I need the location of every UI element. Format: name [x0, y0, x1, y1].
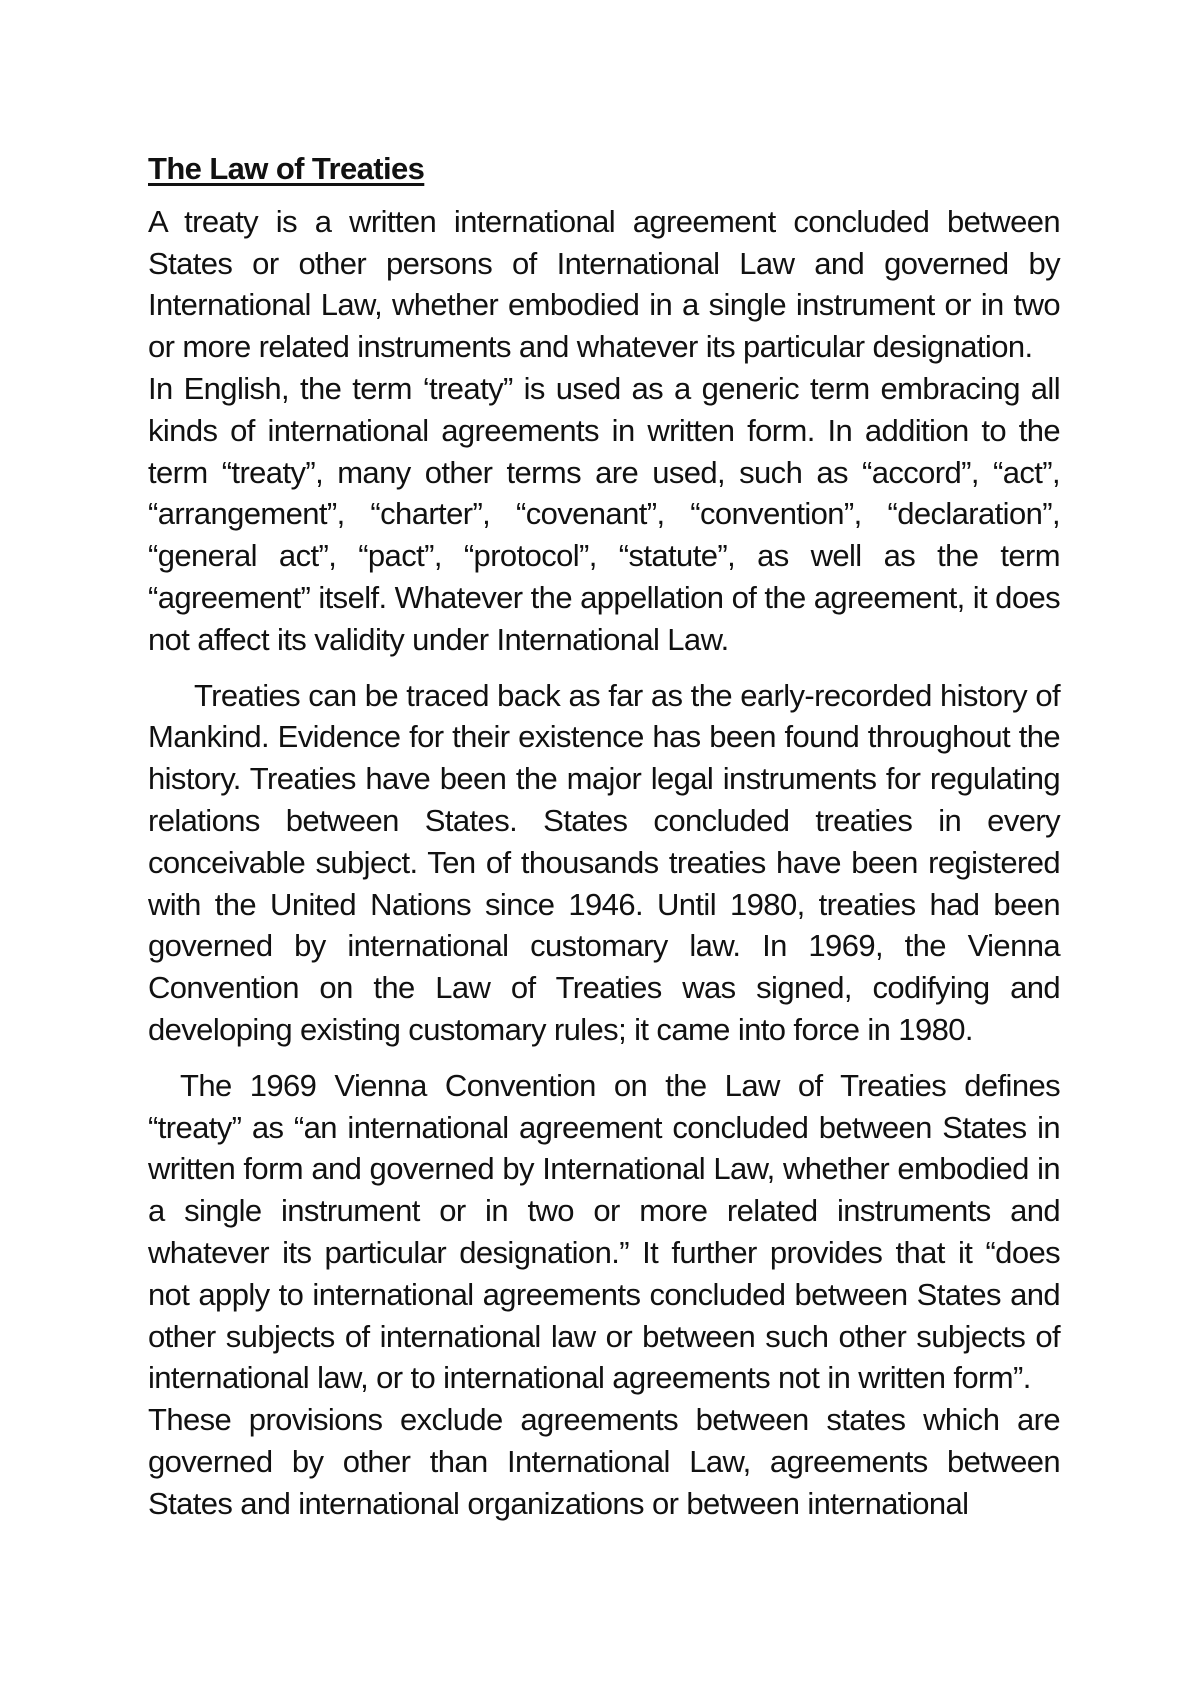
- paragraph-treaty-definition: A treaty is a written international agreement concluded between States or other persons of International Law and governed by International Law, whether embodied in a single instrument or in two or more related instruments and whatever its particular designation.: [148, 203, 1060, 365]
- document-page: [148, 148, 1060, 1525]
- paragraph-treaty-terminology: In English, the term ‘treaty” is used as a generic term embracing all kinds of international agreements in written form. In addition to the term “treaty”, many other terms are used, such as “accord”, “act”, “arrangement”, “charter”, “covenant”, “convention”, “declaration”, “general act”, “pact”, “protocol”, “statute”, as well as the term “agreement” itself. Whatever the appellation of the agreement, it does not affect its validity under International Law.: [148, 370, 1060, 657]
- paragraph-treaty-history: Treaties can be traced back as far as the early-recorded history of Mankind. Evidence for their existence has been found throughout the history. Treaties have been the major legal instruments for regulating relations between States. States concluded treaties in every conceivable subject. Ten of thousands treaties have been registered with the United Nations since 1946. Until 1980, treaties had been governed by international customary law. In 1969, the Vienna Convention on the Law of Treaties was signed, codifying and developing existing customary rules; it came into force in 1980.: [148, 677, 1060, 1047]
- document-title: The Law of Treaties: [148, 151, 425, 186]
- paragraph-exclusions: These provisions exclude agreements between states which are governed by other than International Law, agreements between States and international organizations or between international: [148, 1402, 1060, 1521]
- paragraph-vienna-convention: The 1969 Vienna Convention on the Law of Treaties defines “treaty” as “an international agreement concluded between States in written form and governed by International Law, whether embodied in a single instrument or in two or more related instruments and whatever its particular designation.” It further provides that it “does not apply to international agreements concluded between States and other subjects of international law or between such other subjects of international law, or to international agreements not in written form”.: [148, 1067, 1060, 1396]
